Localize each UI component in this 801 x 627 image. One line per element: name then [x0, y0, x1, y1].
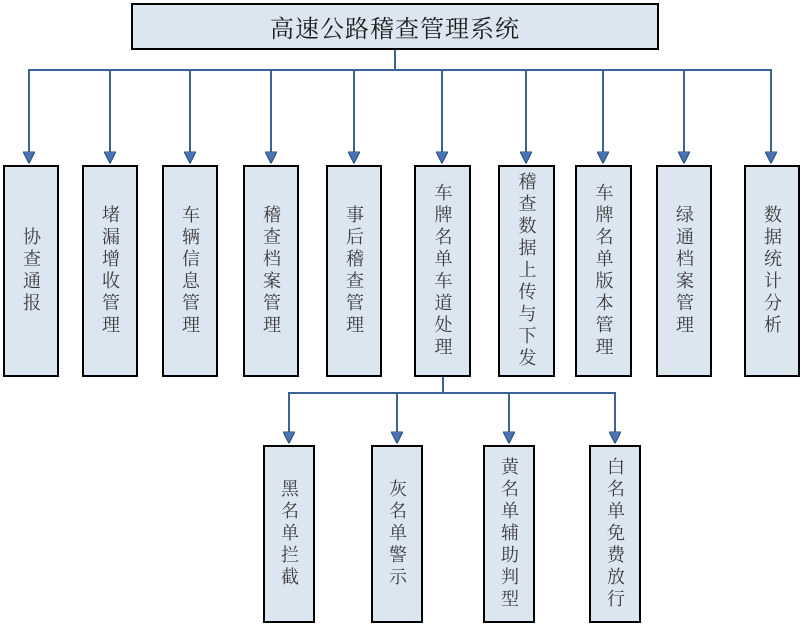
node-l1-3-label: 车辆信息管理: [180, 205, 200, 337]
node-l1-4: [243, 165, 299, 377]
node-l1-4-label: 稽查档案管理: [261, 205, 281, 337]
node-l2-1: [263, 445, 315, 623]
node-l1-9: [656, 165, 712, 377]
node-l1-10: [744, 165, 800, 377]
node-l2-3: [483, 445, 535, 623]
node-root: [131, 3, 659, 50]
node-l1-1: [3, 165, 59, 377]
node-l2-1-label: 黑名单拦截: [279, 479, 299, 589]
node-l1-8: [575, 165, 632, 377]
node-l2-3-label: 黄名单辅助判型: [499, 457, 519, 611]
node-l1-3: [162, 165, 218, 377]
node-l2-2-label: 灰名单警示: [387, 479, 407, 589]
node-l1-2-label: 堵漏增收管理: [100, 205, 120, 337]
node-l1-5: [326, 165, 382, 377]
node-l1-8-label: 车牌名单版本管理: [593, 183, 614, 359]
node-l2-2: [371, 445, 423, 623]
node-root-label: 高速公路稽查管理系统: [270, 17, 520, 43]
node-l1-1-label: 协查通报: [21, 227, 41, 315]
node-l1-7-label: 稽查数据上传与下发: [516, 172, 537, 370]
node-l1-5-label: 事后稽查管理: [344, 205, 364, 337]
node-l1-10-label: 数据统计分析: [762, 205, 782, 337]
node-l1-2: [82, 165, 138, 377]
node-l2-4-label: 白名单免费放行: [605, 457, 625, 611]
node-l1-6: [414, 165, 471, 377]
node-l1-9-label: 绿通档案管理: [674, 205, 694, 337]
node-l1-6-label: 车牌名单车道处理: [432, 183, 453, 359]
node-l2-4: [589, 445, 641, 623]
node-l1-7: [498, 165, 555, 377]
